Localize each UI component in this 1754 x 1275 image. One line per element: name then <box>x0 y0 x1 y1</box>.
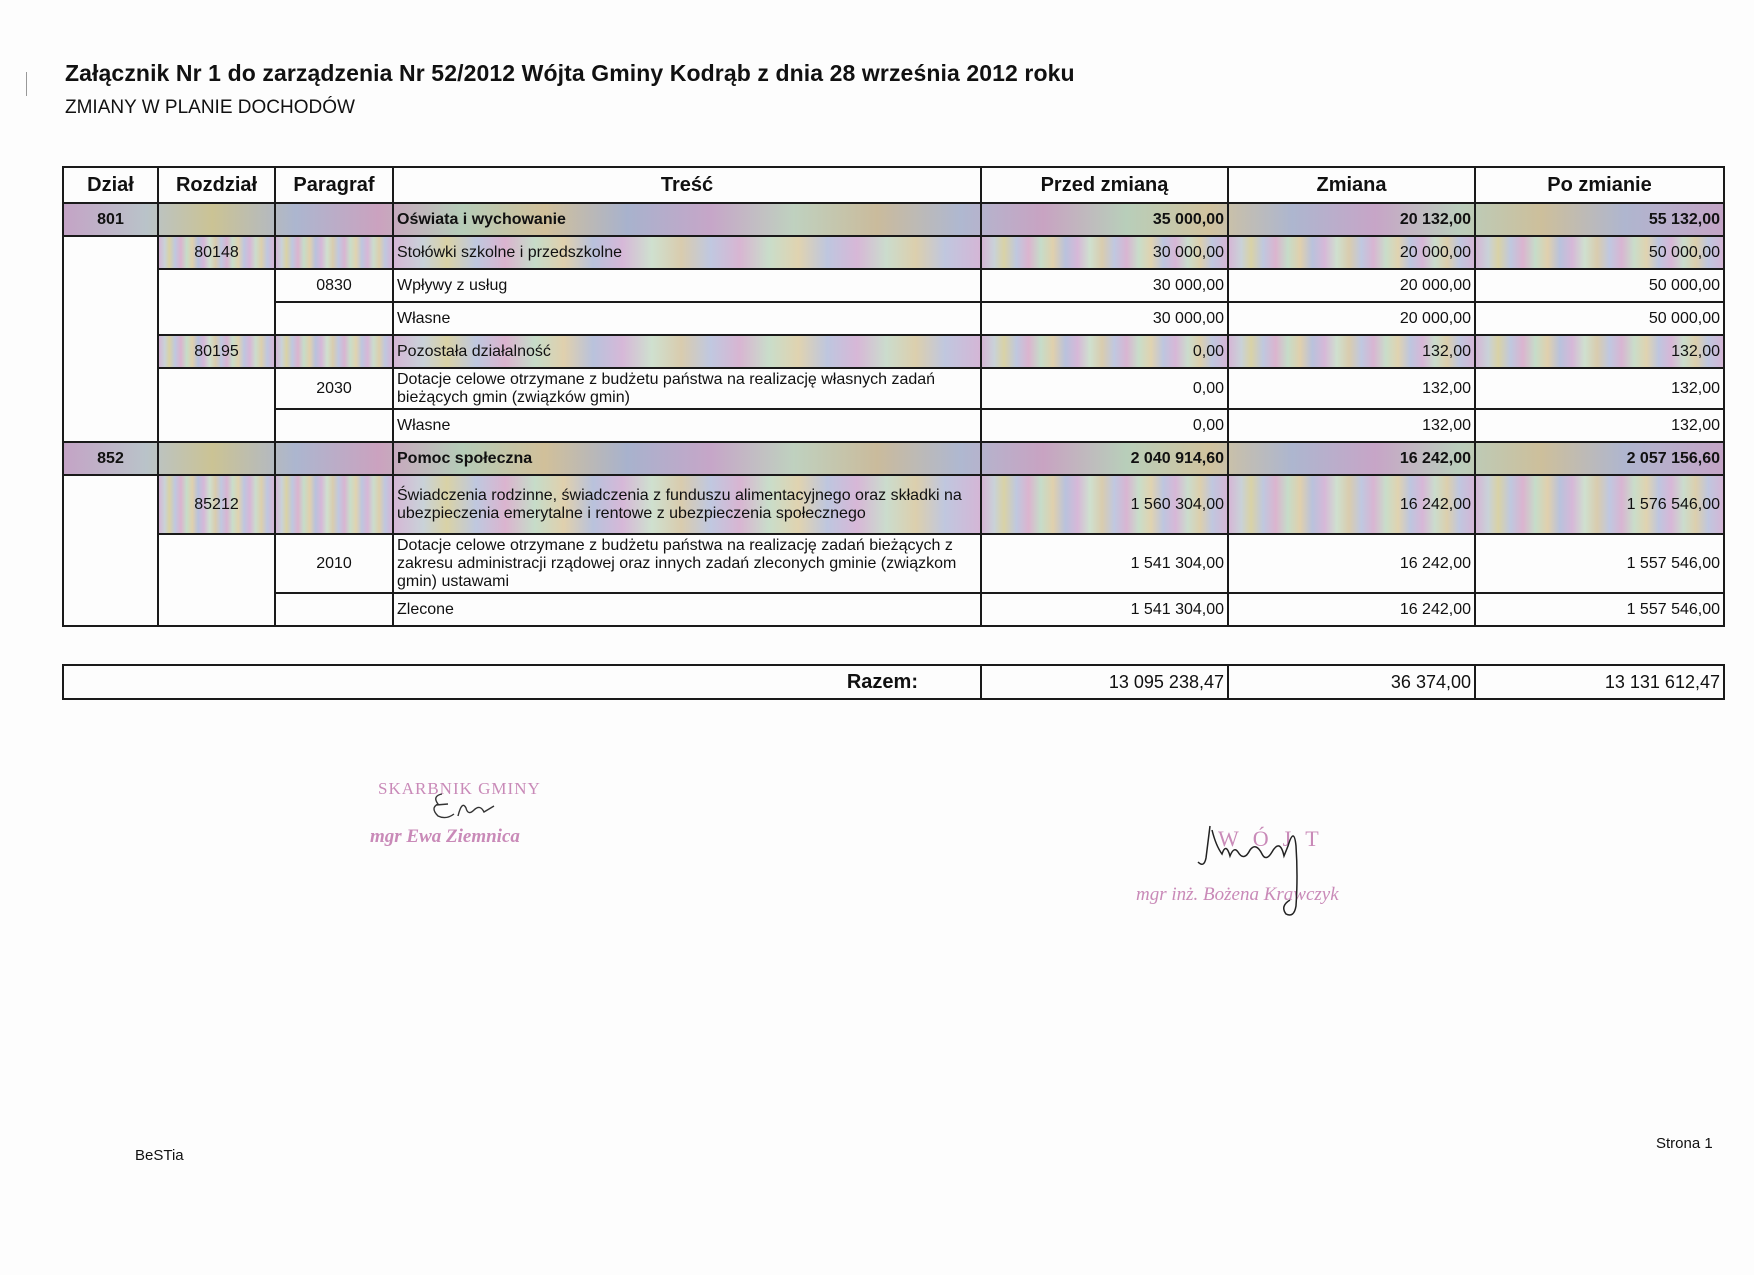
table-row-wlasne-80195 <box>63 409 1724 442</box>
column-header-rozdzial: Rozdział <box>158 167 275 203</box>
footer-software-label: BeSTia <box>135 1147 184 1164</box>
cell-rozdzial-empty <box>158 269 275 335</box>
column-header-paragraf: Paragraf <box>275 167 393 203</box>
cell-tresc: Dotacje celowe otrzymane z budżetu państwa na realizację zadań bieżących z zakresu administracji rządowej oraz innych zadań zleconych gminie (związkom gmin) ustawami <box>393 534 981 593</box>
table-row-rozdzial-80195 <box>63 335 1724 368</box>
table-row-dzial-801 <box>63 203 1724 236</box>
table-row-dzial-852 <box>63 442 1724 475</box>
cell-tresc: Pozostała działalność <box>393 335 981 368</box>
page-title: Załącznik Nr 1 do zarządzenia Nr 52/2012 Wójta Gminy Kodrąb z dnia 28 września 2012 roku <box>65 60 1075 86</box>
cell-przed: 30 000,00 <box>981 302 1228 335</box>
treasurer-stamp-title: SKARBNIK GMINY <box>378 779 541 798</box>
treasurer-stamp-name: mgr Ewa Ziemnica <box>370 826 520 847</box>
table-row-zlecone <box>63 593 1724 626</box>
cell-po: 55 132,00 <box>1475 203 1724 236</box>
cell-po: 50 000,00 <box>1475 269 1724 302</box>
cell-przed: 0,00 <box>981 409 1228 442</box>
cell-paragraf <box>275 203 393 236</box>
column-header-po-zmianie: Po zmianie <box>1475 167 1724 203</box>
total-label: Razem: <box>63 665 981 699</box>
cell-przed: 30 000,00 <box>981 236 1228 269</box>
cell-przed: 30 000,00 <box>981 269 1228 302</box>
cell-po: 1 576 546,00 <box>1475 475 1724 534</box>
table-row-rozdzial-80148 <box>63 236 1724 269</box>
mayor-signature <box>1176 816 1336 926</box>
cell-przed: 0,00 <box>981 335 1228 368</box>
cell-paragraf <box>275 593 393 626</box>
cell-dzial-empty <box>63 236 158 442</box>
table-row-rozdzial-85212 <box>63 475 1724 534</box>
cell-tresc: Zlecone <box>393 593 981 626</box>
cell-tresc: Dotacje celowe otrzymane z budżetu państwa na realizację własnych zadań bieżących gmin (związków gmin) <box>393 368 981 409</box>
cell-paragraf: 2010 <box>275 534 393 593</box>
cell-przed: 35 000,00 <box>981 203 1228 236</box>
table-row-wlasne-80148 <box>63 302 1724 335</box>
cell-zmiana: 20 000,00 <box>1228 269 1475 302</box>
cell-paragraf <box>275 475 393 534</box>
cell-po: 132,00 <box>1475 335 1724 368</box>
cell-paragraf <box>275 302 393 335</box>
cell-rozdzial: 80148 <box>158 236 275 269</box>
cell-zmiana: 16 242,00 <box>1228 593 1475 626</box>
total-table <box>62 664 1725 700</box>
cell-po: 1 557 546,00 <box>1475 534 1724 593</box>
cell-przed: 1 560 304,00 <box>981 475 1228 534</box>
cell-zmiana: 16 242,00 <box>1228 534 1475 593</box>
table-row-paragraf-2030 <box>63 368 1724 409</box>
cell-po: 50 000,00 <box>1475 236 1724 269</box>
mayor-stamp-name: mgr inż. Bożena Krawczyk <box>1136 884 1339 905</box>
cell-zmiana: 20 000,00 <box>1228 302 1475 335</box>
scan-edge-mark <box>26 72 27 96</box>
cell-zmiana: 132,00 <box>1228 335 1475 368</box>
table-row-paragraf-0830 <box>63 269 1724 302</box>
cell-rozdzial-empty <box>158 534 275 626</box>
cell-paragraf: 0830 <box>275 269 393 302</box>
cell-tresc: Świadczenia rodzinne, świadczenia z funduszu alimentacyjnego oraz składki na ubezpieczenia emerytalne i rentowe z ubezpieczenia społecznego <box>393 475 981 534</box>
cell-paragraf <box>275 442 393 475</box>
income-changes-table <box>62 166 1725 627</box>
cell-rozdzial: 80195 <box>158 335 275 368</box>
cell-paragraf: 2030 <box>275 368 393 409</box>
cell-po: 1 557 546,00 <box>1475 593 1724 626</box>
column-header-przed-zmiana: Przed zmianą <box>981 167 1228 203</box>
treasurer-signature <box>428 786 508 834</box>
cell-przed: 1 541 304,00 <box>981 534 1228 593</box>
cell-rozdzial-empty <box>158 368 275 442</box>
cell-zmiana: 20 000,00 <box>1228 236 1475 269</box>
cell-paragraf <box>275 236 393 269</box>
cell-po: 2 057 156,60 <box>1475 442 1724 475</box>
cell-paragraf <box>275 335 393 368</box>
column-header-tresc: Treść <box>393 167 981 203</box>
cell-rozdzial <box>158 203 275 236</box>
cell-tresc: Stołówki szkolne i przedszkolne <box>393 236 981 269</box>
total-przed: 13 095 238,47 <box>981 665 1228 699</box>
cell-tresc: Oświata i wychowanie <box>393 203 981 236</box>
cell-tresc: Wpływy z usług <box>393 269 981 302</box>
cell-dzial: 852 <box>63 442 158 475</box>
cell-zmiana: 20 132,00 <box>1228 203 1475 236</box>
page-subtitle: ZMIANY W PLANIE DOCHODÓW <box>65 97 355 118</box>
cell-rozdzial: 85212 <box>158 475 275 534</box>
cell-zmiana: 132,00 <box>1228 368 1475 409</box>
total-row <box>63 665 1724 699</box>
cell-po: 132,00 <box>1475 409 1724 442</box>
total-zmiana: 36 374,00 <box>1228 665 1475 699</box>
cell-po: 132,00 <box>1475 368 1724 409</box>
cell-paragraf <box>275 409 393 442</box>
cell-tresc: Własne <box>393 302 981 335</box>
cell-przed: 0,00 <box>981 368 1228 409</box>
cell-dzial-empty <box>63 475 158 626</box>
column-header-dzial: Dział <box>63 167 158 203</box>
cell-tresc: Własne <box>393 409 981 442</box>
cell-dzial: 801 <box>63 203 158 236</box>
cell-przed: 2 040 914,60 <box>981 442 1228 475</box>
column-header-zmiana: Zmiana <box>1228 167 1475 203</box>
cell-zmiana: 16 242,00 <box>1228 475 1475 534</box>
table-row-paragraf-2010 <box>63 534 1724 593</box>
cell-zmiana: 132,00 <box>1228 409 1475 442</box>
cell-zmiana: 16 242,00 <box>1228 442 1475 475</box>
footer-page-number: Strona 1 <box>1656 1135 1713 1152</box>
total-po: 13 131 612,47 <box>1475 665 1724 699</box>
table-header-row <box>63 167 1724 203</box>
cell-po: 50 000,00 <box>1475 302 1724 335</box>
cell-tresc: Pomoc społeczna <box>393 442 981 475</box>
cell-rozdzial <box>158 442 275 475</box>
mayor-stamp-title: WÓJT <box>1218 826 1333 851</box>
cell-przed: 1 541 304,00 <box>981 593 1228 626</box>
